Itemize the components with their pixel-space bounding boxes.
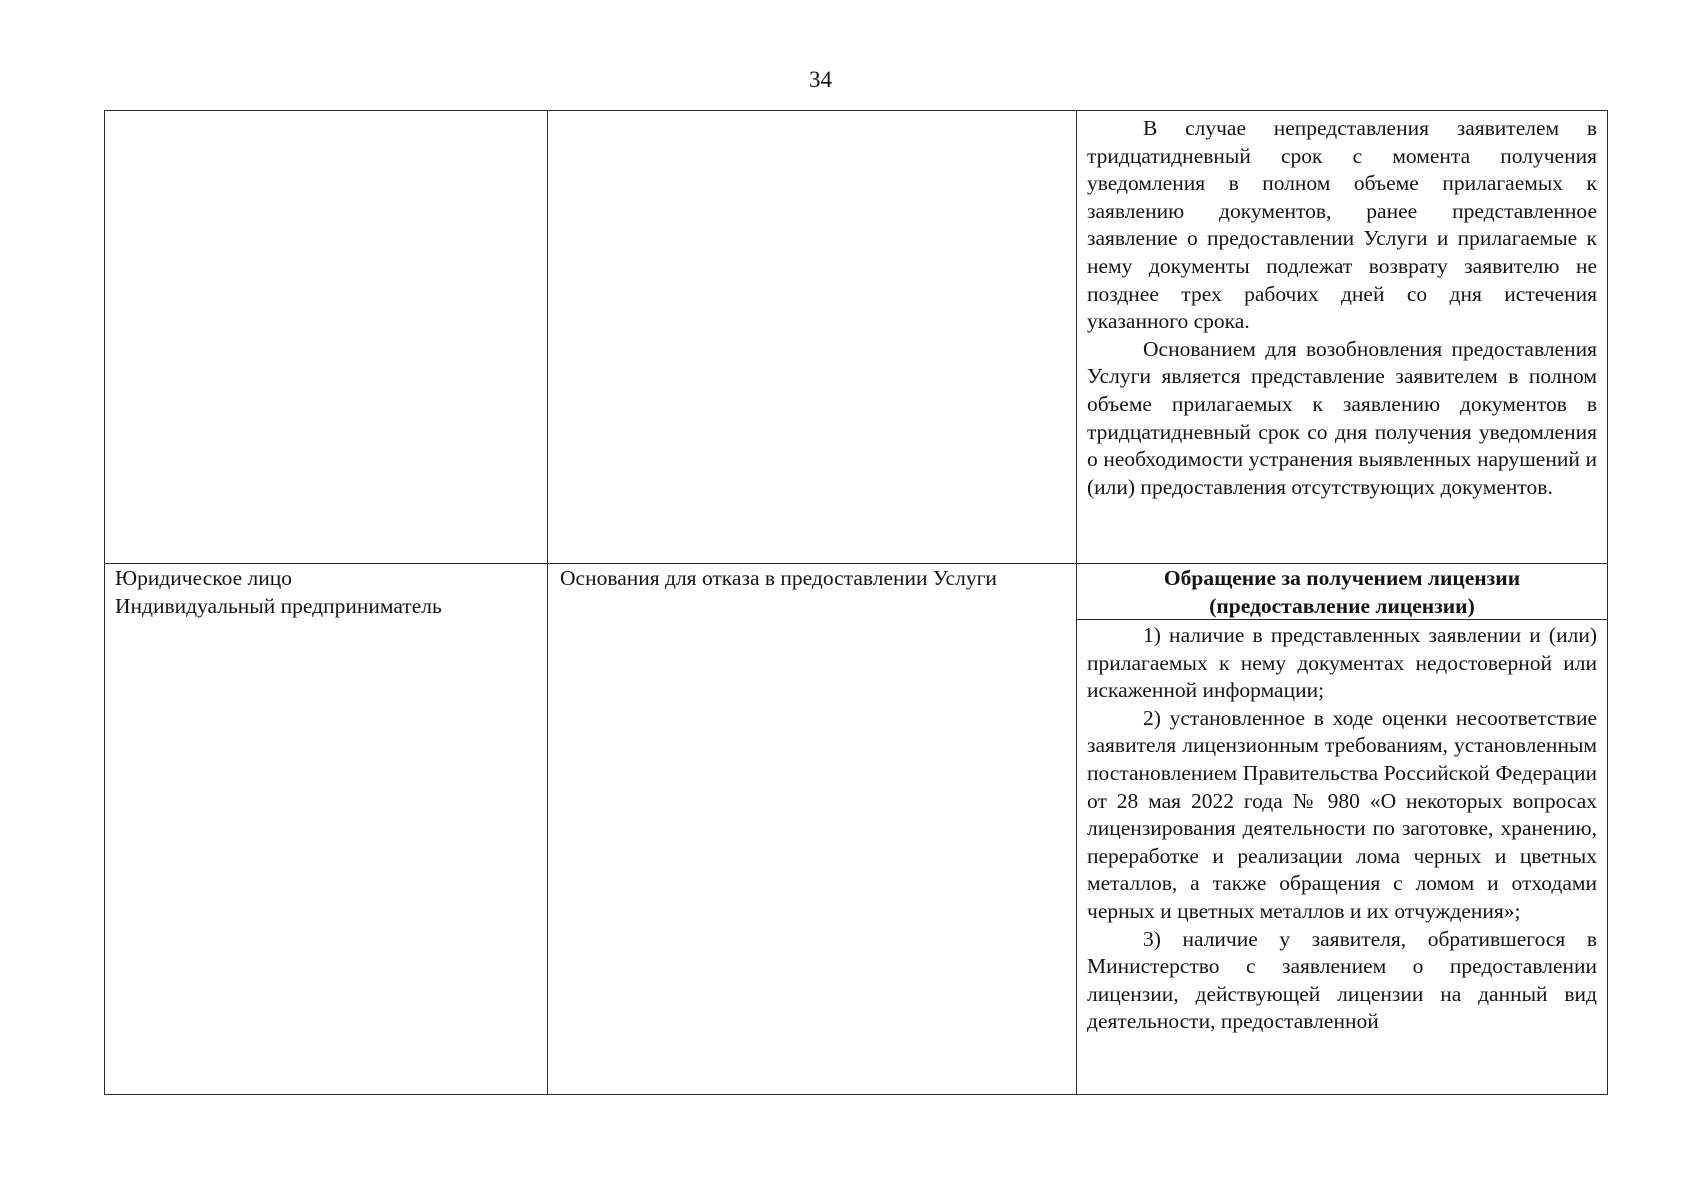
heading-line-1: Обращение за получением лицензии	[1163, 566, 1521, 590]
refusal-grounds-list	[1077, 620, 1607, 1036]
applicant-cell-empty	[105, 111, 548, 564]
paragraph-resumption-grounds: Основанием для возобновления предоставления Услуги является представление заявителем в полном объеме прилагаемых к заявлению документов в тридцатидневный срок со дня получения уведомления о необходимости устранения выявленных нарушений и (или) предоставления отсутствующих документов.	[1087, 336, 1597, 499]
page-number: 34	[809, 67, 832, 92]
list-item: 1) наличие в представленных заявлении и (или) прилагаемых к нему документах недостоверной или искаженной информации;	[1087, 623, 1597, 703]
table-row	[105, 111, 1608, 564]
description-cell	[1077, 111, 1608, 564]
heading-line-2: (предоставление лицензии)	[1209, 593, 1475, 618]
description-cell	[1077, 564, 1608, 1095]
table-row	[105, 564, 1608, 1095]
regulation-table	[104, 110, 1608, 1095]
topic-cell-empty	[548, 111, 1077, 564]
list-item: 3) наличие у заявителя, обратившегося в Министерство с заявлением о предоставлении лицензии, действующей лицензии на данный вид деятельности, предоставленной	[1087, 926, 1597, 1034]
applicant-cell	[105, 564, 548, 1095]
paragraph-return-documents: В случае непредставления заявителем в тридцатидневный срок с момента получения уведомления в полном объеме прилагаемых к заявлению документов, ранее представленное заявление о предоставлении Услуги и прилагаемые к нему документы подлежат возврату заявителю не позднее трех рабочих дней со дня истечения указанного срока.	[1087, 116, 1597, 334]
list-item: 2) установленное в ходе оценки несоответствие заявителя лицензионным требованиям, установленным постановлением Правительства Российской Федерации от 28 мая 2022 года № 980 «О некоторых вопросах лицензирования деятельности по заготовке, хранению, переработке и реализации лома черных и цветных металлов, а также обращения с ломом и отходами черных и цветных металлов и их отчуждения»;	[1087, 705, 1597, 923]
topic-cell	[548, 564, 1077, 1095]
applicant-individual-entrepreneur: Индивидуальный предприниматель	[115, 593, 442, 618]
refusal-grounds-label: Основания для отказа в предоставлении Услуги	[560, 566, 997, 590]
license-application-heading	[1077, 564, 1607, 620]
applicant-legal-entity: Юридическое лицо	[115, 566, 293, 590]
